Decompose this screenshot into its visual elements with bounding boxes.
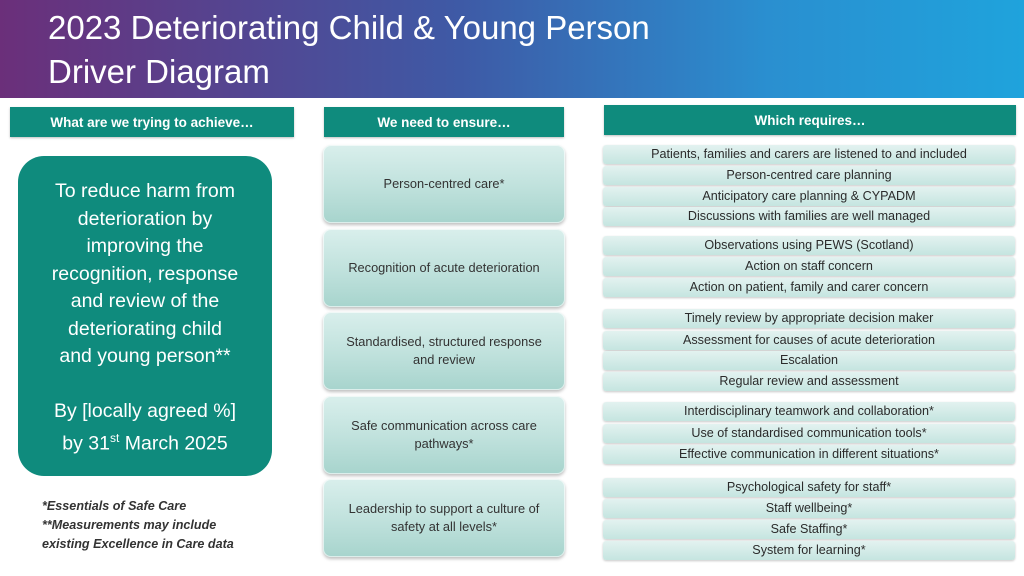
footnote-line: **Measurements may include [42,518,217,532]
driver-box: Person-centred care* [323,145,565,223]
requirement-item: Interdisciplinary teamwork and collaboration* [603,402,1015,421]
footnote-line: *Essentials of Safe Care [42,499,187,513]
requirement-item: Person-centred care planning [603,166,1015,185]
aim-box [18,156,272,476]
aim-line: deterioration by [77,207,213,230]
aim-line: and review of the [70,290,220,312]
aim-target-line: By [locally agreed %] [53,399,237,422]
aim-line: improving the [86,235,204,257]
requirement-item: Staff wellbeing* [603,499,1015,518]
requirement-item: Use of standardised communication tools* [603,424,1015,443]
title-line-2: Driver Diagram [48,53,270,90]
page-title [48,6,948,94]
requirement-item: Patients, families and carers are listened to and included [603,145,1015,164]
requirement-item: Discussions with families are well managed [603,207,1015,226]
driver-box: Safe communication across care pathways* [323,396,565,474]
drivers-column-header: We need to ensure… [324,107,564,137]
requirement-item: Assessment for causes of acute deterioration [603,331,1015,350]
requirement-item: Anticipatory care planning & CYPADM [603,187,1015,206]
requirement-item: Escalation [603,351,1015,370]
driver-box: Recognition of acute deterioration [323,229,565,307]
requirement-item: Safe Staffing* [603,520,1015,539]
requirement-item: Timely review by appropriate decision maker [603,309,1015,328]
title-banner [0,0,1024,98]
title-line-1: 2023 Deteriorating Child & Young Person [48,9,650,46]
aim-target-suffix: March 2025 [119,432,228,455]
footnote-line: existing Excellence in Care data [42,537,234,551]
aim-target-sup: st [109,431,120,445]
aim-line: recognition, response [51,262,239,285]
aim-line: To reduce harm from [55,180,235,202]
requirement-item: Action on patient, family and carer concern [603,278,1015,297]
aim-line: deteriorating child [68,317,222,340]
requirement-item: Psychological safety for staff* [603,478,1015,497]
driver-box: Standardised, structured response and review [323,312,565,390]
footnotes [42,497,292,554]
requires-column-header: Which requires… [604,105,1016,135]
aim-line: and young person** [59,345,231,367]
requirement-item: Regular review and assessment [603,372,1015,391]
requirement-item: Observations using PEWS (Scotland) [603,236,1015,255]
requirement-item: System for learning* [603,541,1015,560]
aim-target-prefix: by 31 [62,432,110,455]
driver-box: Leadership to support a culture of safety at all levels* [323,479,565,557]
aim-column-header: What are we trying to achieve… [10,107,294,137]
requirement-item: Effective communication in different situations* [603,445,1015,464]
requirement-item: Action on staff concern [603,257,1015,276]
aim-target-date [36,425,254,458]
